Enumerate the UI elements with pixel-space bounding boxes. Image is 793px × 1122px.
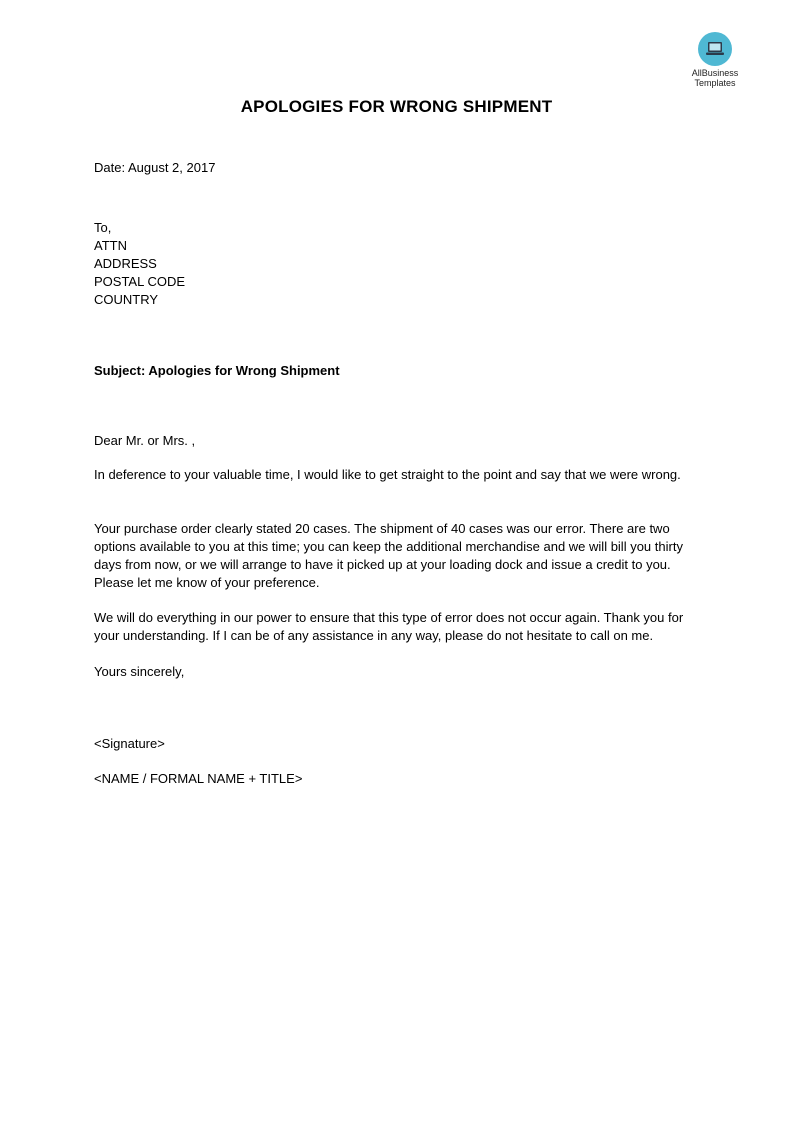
letter-subject: Subject: Apologies for Wrong Shipment — [94, 363, 340, 378]
letter-paragraph-3: We will do everything in our power to ensure that this type of error does not occur again. Thank you for your understanding. If I can be of any assistance in any way, please do not hesitate to call on me. — [94, 610, 684, 643]
letter-paragraph-1: In deference to your valuable time, I would like to get straight to the point and say that we were wrong. — [94, 467, 681, 482]
recipient-postal-code: POSTAL CODE — [94, 274, 186, 289]
logo-text-line2: Templates — [694, 78, 736, 88]
allbusiness-templates-logo — [682, 32, 748, 88]
recipient-address: ADDRESS — [94, 256, 157, 271]
recipient-country: COUNTRY — [94, 292, 159, 307]
letter-date: Date: August 2, 2017 — [94, 160, 216, 175]
recipient-to: To, — [94, 220, 112, 235]
laptop-icon — [698, 32, 732, 66]
letter-name-title: <NAME / FORMAL NAME + TITLE> — [94, 771, 303, 786]
letter-signature: <Signature> — [94, 736, 165, 751]
letter-salutation: Dear Mr. or Mrs. , — [94, 433, 196, 448]
recipient-attn: ATTN — [94, 238, 127, 253]
letter-paragraph-2: Your purchase order clearly stated 20 cases. The shipment of 40 cases was our error. There are two options available to you at this time; you can keep the additional merchandise and we will bill you thirty days from now, or we will arrange to have it picked up at your loading dock and issue a credit to you. Please let me know of your preference. — [94, 521, 683, 590]
logo-text-line1: AllBusiness — [691, 68, 739, 78]
letter-title: APOLOGIES FOR WRONG SHIPMENT — [240, 97, 553, 116]
letter-closing: Yours sincerely, — [94, 664, 185, 679]
